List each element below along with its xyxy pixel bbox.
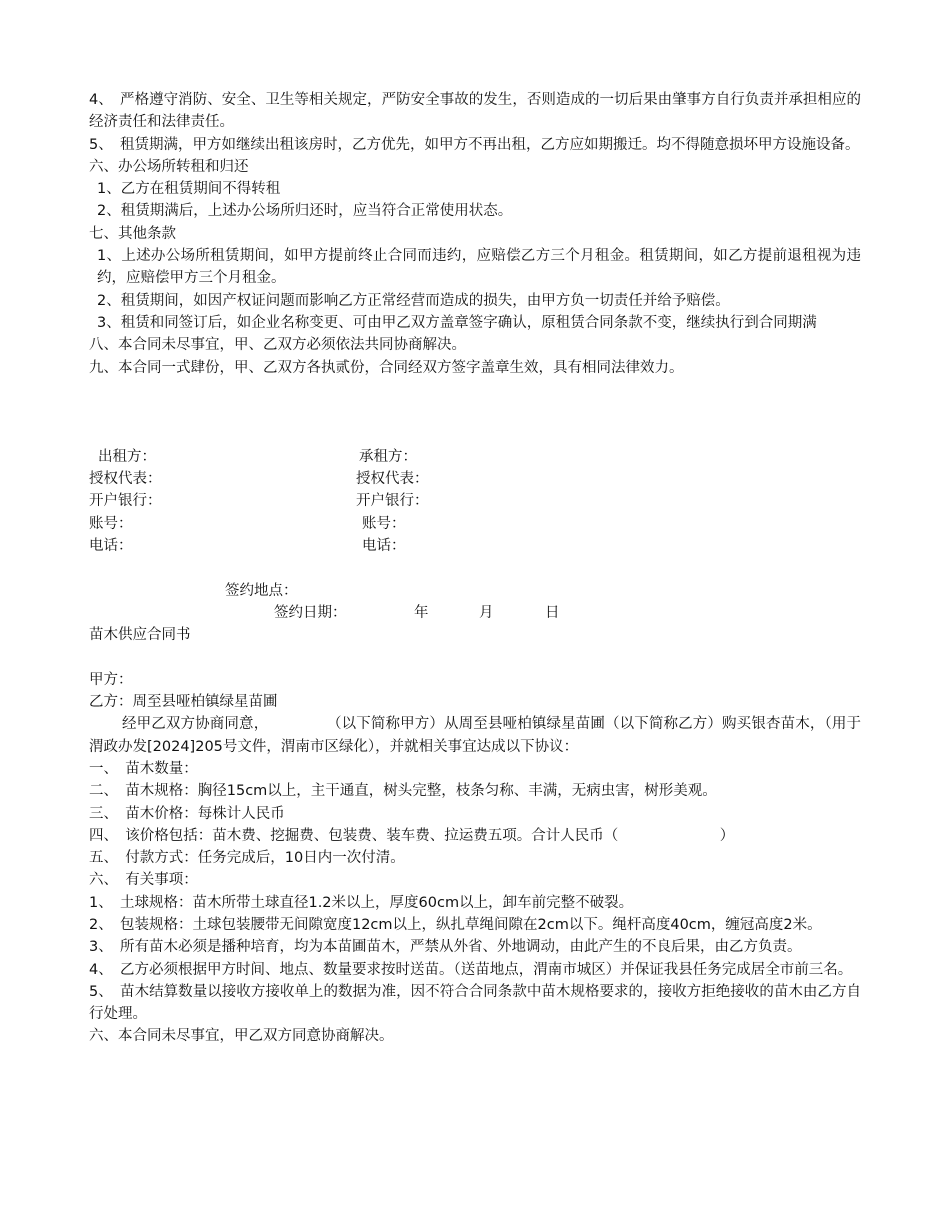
- signature-row-party: [89, 446, 861, 468]
- signing-date-row: [89, 602, 861, 624]
- lease-clause-4: 4、 严格遵守消防、安全、卫生等相关规定，严防安全事故的发生，否则造成的一切后果由肇事方自行负责并承担相应的经济责任和法律责任。: [89, 92, 861, 131]
- signing-day: 日: [545, 604, 560, 621]
- sub-item-3: 3、 所有苗木必须是播种培育，均为本苗圃苗木，严禁从外省、外地调动，由此产生的不良后果，由乙方负责。: [89, 939, 802, 956]
- signature-row-bank: [89, 490, 861, 512]
- section-7-item-2: 2、租赁期间，如因产权证问题而影响乙方正常经营而造成的损失，由甲方负一切责任并给予赔偿。: [97, 292, 730, 309]
- section-9: 九、本合同一式肆份，甲、乙双方各执贰份，合同经双方签字盖章生效，具有相同法律效力。: [89, 359, 684, 376]
- lessor-bank-label: 开户银行：: [89, 493, 162, 510]
- sub-item-4: 4、 乙方必须根据甲方时间、地点、数量要求按时送苗。（送苗地点，渭南市城区）并保证我县任务完成居全市前三名。: [89, 961, 853, 978]
- intro-paragraph: 经甲乙双方协商同意， （以下简称甲方）从周至县哑柏镇绿星苗圃（以下简称乙方）购买银杏苗木，（用于渭政办发[2024]205号文件，渭南市区绿化），并就相关事宜达成以下协议：: [89, 716, 861, 755]
- document-body: [89, 89, 861, 1048]
- item-4: 四、 该价格包括：苗木费、挖掘费、包装费、装车费、拉运费五项。合计人民币（ ）: [89, 827, 735, 844]
- item-5: 五、 付款方式：任务完成后，10日内一次付清。: [89, 850, 405, 867]
- section-6-item-2: 2、租赁期满后，上述办公场所归还时，应当符合正常使用状态。: [97, 203, 513, 220]
- party-a-line: 甲方：: [89, 671, 133, 688]
- lessee-account-label: 账号：: [362, 515, 406, 532]
- section-6-heading: 六、办公场所转租和归还: [89, 158, 249, 175]
- signature-row-account: [89, 513, 861, 535]
- section-6-item-1: 1、乙方在租赁期间不得转租: [97, 181, 281, 198]
- lease-clause-5: 5、 租赁期满，甲方如继续出租该房时，乙方优先，如甲方不再出租，乙方应如期搬迁。均不得随意损坏甲方设施设备。: [89, 136, 860, 153]
- item-2: 二、 苗木规格：胸径15cm以上，主干通直，树头完整，枝条匀称、丰满，无病虫害，树形美观。: [89, 783, 717, 800]
- signing-month: 月: [479, 604, 494, 621]
- sub-item-5: 5、 苗木结算数量以接收方接收单上的数据为准，因不符合合同条款中苗木规格要求的，接收方拒绝接收的苗木由乙方自行处理。: [89, 983, 861, 1023]
- item-1: 一、 苗木数量：: [89, 760, 198, 777]
- item-6: 六、 有关事项：: [89, 872, 198, 889]
- lessee-phone-label: 电话：: [362, 537, 406, 554]
- signature-row-rep: [89, 468, 861, 490]
- section-7-heading: 七、其他条款: [89, 225, 176, 242]
- lessor-phone-label: 电话：: [89, 537, 133, 554]
- lessor-account-label: 账号：: [89, 515, 133, 532]
- lessor-label: 出租方：: [98, 448, 156, 465]
- final-clause: 六、本合同未尽事宜，甲乙双方同意协商解决。: [89, 1028, 394, 1045]
- party-b-line: 乙方：周至县哑柏镇绿星苗圃: [89, 694, 278, 711]
- section-8: 八、本合同未尽事宜，甲、乙双方必须依法共同协商解决。: [89, 337, 466, 354]
- lessor-rep-label: 授权代表：: [89, 471, 162, 488]
- signing-place-row: [89, 580, 861, 602]
- item-3: 三、 苗木价格：每株计人民币: [89, 805, 285, 822]
- signing-place-label: 签约地点：: [225, 582, 298, 599]
- sub-item-1: 1、 土球规格：苗木所带土球直径1.2米以上，厚度60cm以上，卸车前完整不破裂。: [89, 894, 634, 911]
- sub-item-2: 2、 包装规格：土球包装腰带无间隙宽度12cm以上，纵扎草绳间隙在2cm以下。绳杆高度40cm，缠冠高度2米。: [89, 916, 822, 933]
- section-7-item-3: 3、租赁和同签订后，如企业名称变更、可由甲乙双方盖章签字确认，原租赁合同条款不变，继续执行到合同期满: [97, 314, 817, 331]
- lessee-rep-label: 授权代表：: [356, 471, 429, 488]
- contract-title: 苗木供应合同书: [89, 627, 191, 644]
- signing-date-label: 签约日期：: [274, 604, 347, 621]
- section-7-item-1: 1、上述办公场所租赁期间，如甲方提前终止合同而违约，应赔偿乙方三个月租金。租赁期间，如乙方提前退租视为违约，应赔偿甲方三个月租金。: [97, 248, 861, 287]
- signature-row-phone: [89, 535, 861, 557]
- lessee-bank-label: 开户银行：: [356, 493, 429, 510]
- lessee-label: 承租方：: [359, 448, 417, 465]
- signing-year: 年: [414, 604, 429, 621]
